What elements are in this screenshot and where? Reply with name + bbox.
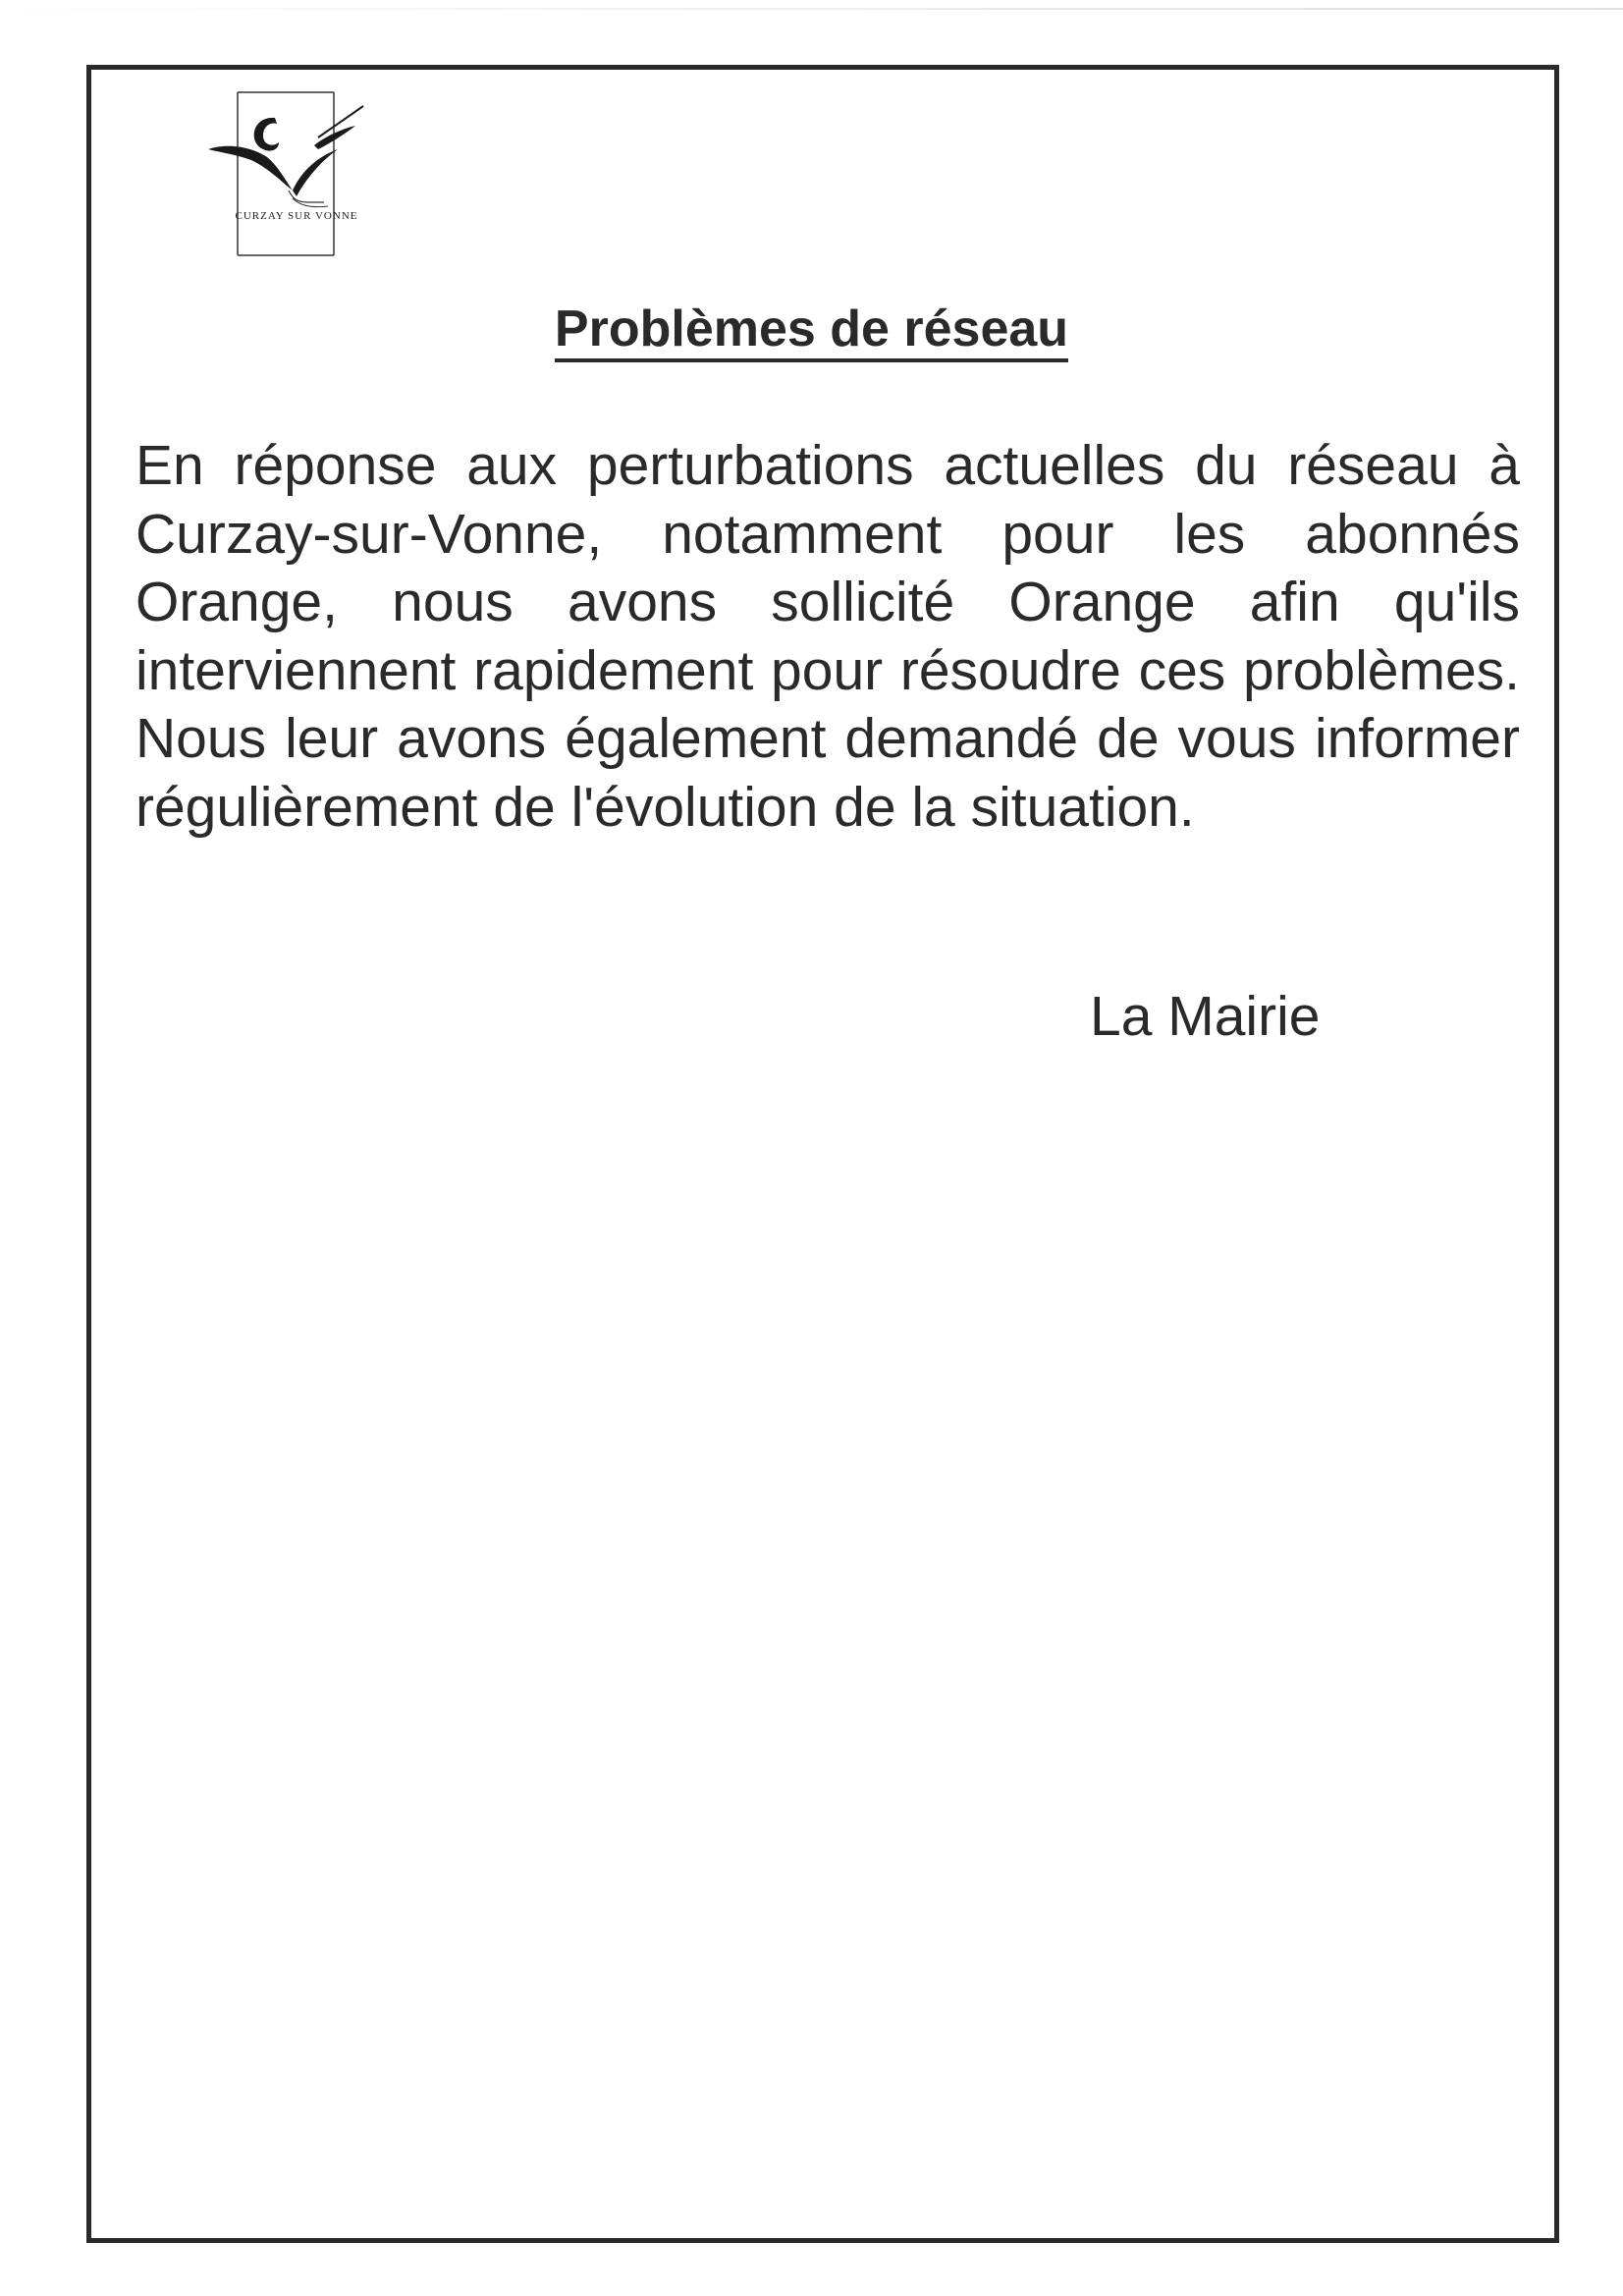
notice-body: En réponse aux perturbations actuelles du réseau à Curzay-sur-Vonne, notamment pour les abonnés Orange, nous avons sollicité Orange afin qu'ils interviennent rapidement pour résoudre ces problèmes. Nous leur avons également demandé de vous informer régulièrement de l'évolution de la situation. bbox=[135, 434, 1520, 839]
notice-title-text: Problèmes de réseau bbox=[555, 300, 1068, 362]
notice-title bbox=[0, 300, 1623, 362]
scan-artifact-line bbox=[0, 8, 1623, 10]
page-border-frame bbox=[86, 65, 1559, 2243]
logo-text: CURZAY SUR VONNE bbox=[235, 210, 358, 222]
municipal-logo bbox=[198, 88, 395, 260]
curzay-sur-vonne-logo-icon bbox=[198, 88, 395, 260]
notice-signature: La Mairie bbox=[1090, 985, 1321, 1048]
